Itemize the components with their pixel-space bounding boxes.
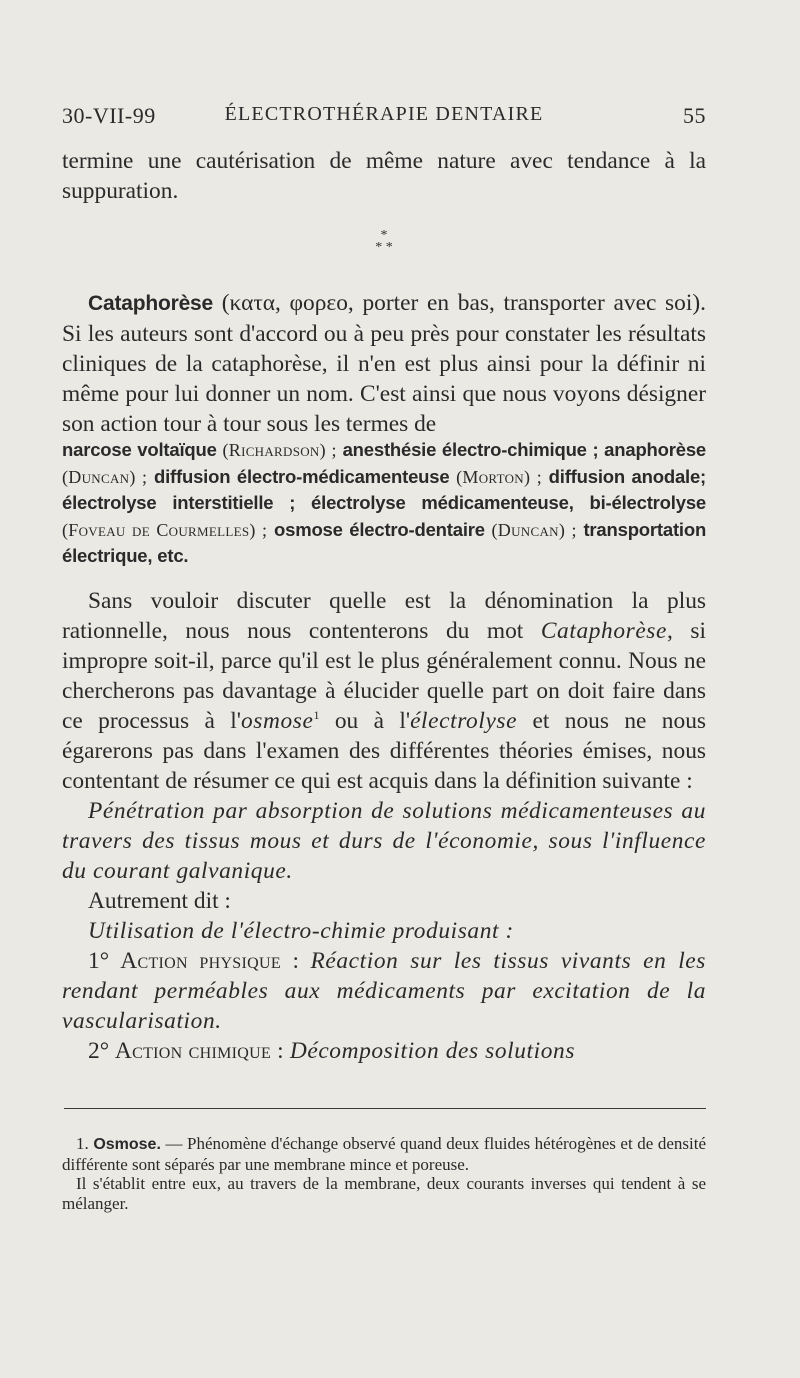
footnote-marker: 1. — [76, 1134, 89, 1153]
term: transportation électrique, etc. — [62, 518, 707, 566]
header-title: ÉLECTROTHÉRAPIE DENTAIRE — [224, 103, 544, 125]
term: anesthésie électro-chimique ; anaphorèse — [342, 439, 707, 460]
action-chimique: 2° Action chimique : Décomposition des solutions — [88, 1038, 576, 1064]
action-text: Réaction sur les tissus vivants en les rendant perméables aux médicaments par excitation de la vascularisation. — [62, 948, 706, 1034]
paragraph-text: Si les auteurs sont d'accord ou à peu près pour constater les résultats cliniques de la cataphorèse, il n'en est plus ainsi pour la définir ni même pour lui donner un nom. C'est ainsi que nous voyons désigner son action tour à tour sous les termes de — [62, 321, 706, 437]
footnote: 1. Osmose. — Phénomène d'échange observé quand deux fluides hétérogènes et de densité différente sont séparés par une membrane mince et poreuse. Il s'établit entre eux, au travers de la membrane, deux courants inverses qui tendent à se mélanger. — [62, 1134, 706, 1213]
term: osmose électro-dentaire — [274, 518, 485, 540]
action-text: Décomposition des solutions — [289, 1038, 576, 1064]
term: narcose voltaïque — [62, 439, 217, 460]
footnote-term: Osmose. — [93, 1136, 161, 1153]
autrement-dit: Autrement dit : — [88, 888, 231, 914]
author: (Morton) ; — [456, 466, 543, 487]
definition: Pénétration par absorption de solutions médicamenteuses au travers des tissus mous et durs de l'économie, sous l'influence du courant galvanique. — [62, 798, 706, 884]
section-asterism: * * * — [375, 228, 393, 255]
footnote-text: Il s'établit entre eux, au travers de la membrane, deux courants inverses qui tendent à se mélanger. — [62, 1174, 706, 1213]
action-physique: 1° Action physique : Réaction sur les tissus vivants en les rendant perméables aux médicaments par excitation de la vascularisation. — [62, 948, 706, 1034]
author: (Richardson) ; — [222, 440, 337, 460]
paragraph-cataphorese — [62, 288, 706, 570]
word-osmose: osmose — [240, 708, 314, 734]
paragraph-continuation — [62, 146, 706, 206]
utilisation-heading: Utilisation de l'électro-chimie produisant : — [88, 918, 514, 944]
paragraph-text: termine une cautérisation de même nature avec tendance à la suppuration. — [62, 148, 706, 204]
author: (Foveau de Courmelles) ; — [62, 519, 268, 540]
term: diffusion anodale; électrolyse interstitielle ; électrolyse médicamenteuse, bi-électrolyse — [62, 465, 707, 513]
footnote-divider — [64, 1108, 706, 1109]
term-cataphorese: Cataphorèse — [88, 292, 214, 315]
paragraph-denomination: Sans vouloir discuter quelle est la dénomination la plus rationnelle, nous nous contenterons du mot Cataphorèse, si impropre soit-il, parce qu'il est le plus généralement connu. Nous ne chercherons pas davantage à élucider quelle part on doit faire dans ce processus à l'osmose$^1$ ou à l'électrolyse et nous ne nous égarerons pas dans l'examen des différentes théories émises, nous contentant de résumer ce qui est acquis dans la définition suivante : Pénétration par absorption de solutions médicamenteuses au travers des tissus mous et durs de l'économie, sous l'influence du courant galvanique. Autrement dit : Utilisation de l'électro-chimie produisant : 1° Action physique : Réaction sur les tissus vivants en les rendant perméables aux médicaments par excitation de la vascularisation. 2° Action chimique : Décomposition des solutions — [62, 588, 706, 1064]
author: (Duncan) ; — [62, 466, 148, 487]
word-electrolyse: électrolyse — [410, 708, 518, 734]
author: (Duncan) ; — [491, 519, 577, 540]
action-label: Action chimique : — [114, 1038, 284, 1064]
footnote-ref: 1 — [313, 708, 320, 723]
header-date: 30-VII-99 — [62, 103, 156, 128]
page-number: 55 — [683, 103, 706, 128]
term: diffusion électro-médicamenteuse — [154, 465, 450, 487]
word-cataphorese: Cataphorèse — [540, 618, 667, 644]
terms-list — [62, 437, 706, 570]
action-label: Action physique : — [120, 948, 300, 974]
etymology: (κατα, φορεο, porter en bas, transporter avec soi). — [221, 290, 706, 316]
